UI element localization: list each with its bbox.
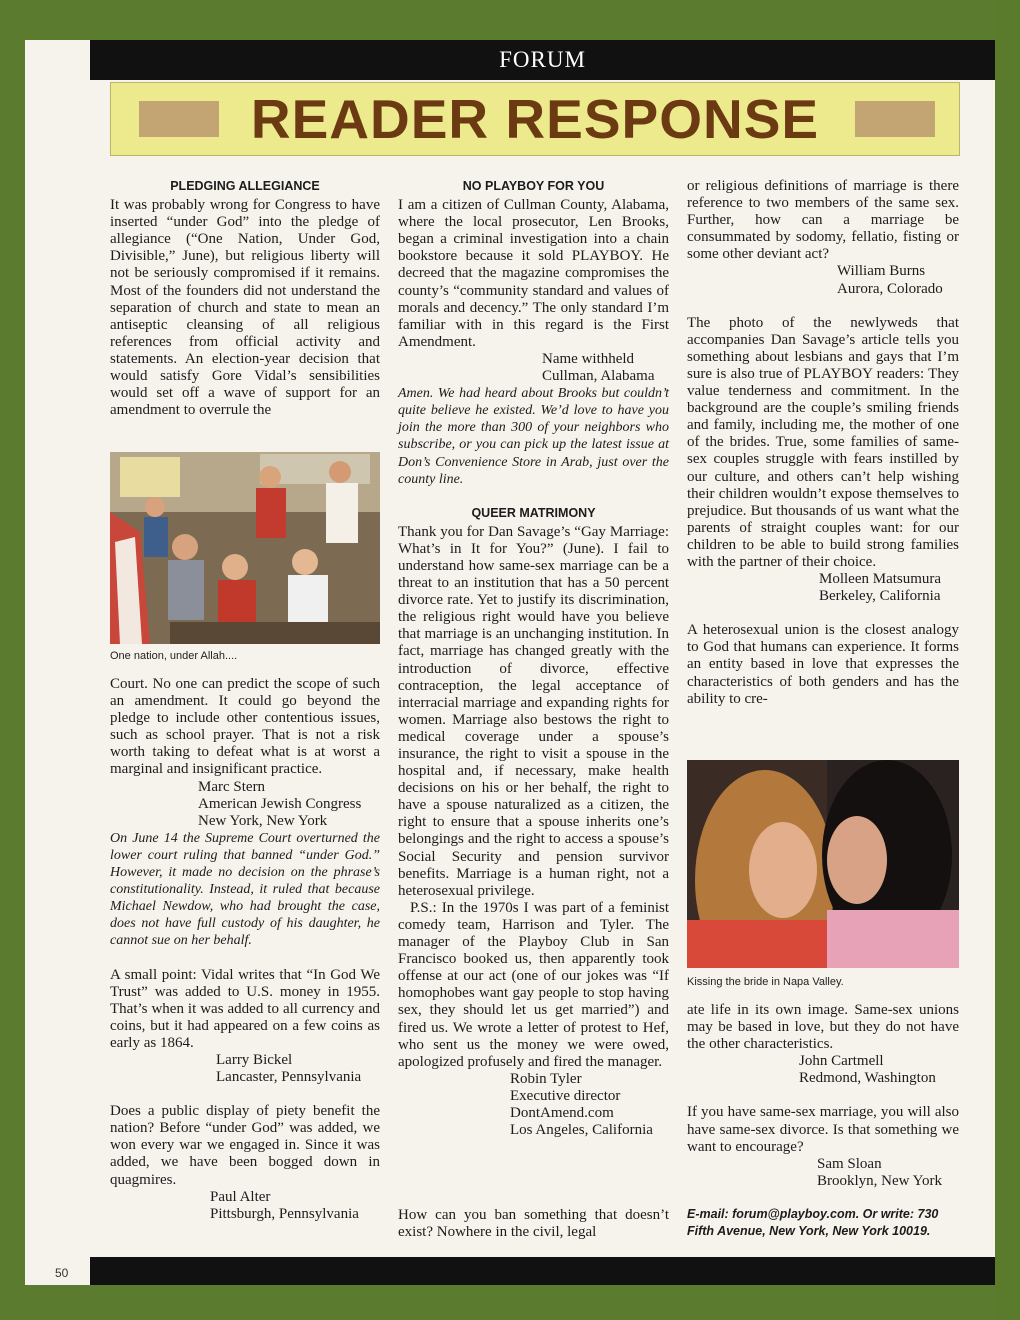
- signature: John Cartmell Redmond, Washington: [799, 1053, 936, 1087]
- letter-text: or religious definitions of marriage is there reference to two members of the same sex. Further, how can a marriage be consummated by sodomy, fellatio, fisting or some other deviant act?: [687, 178, 959, 263]
- signature: Larry Bickel Lancaster, Pennsylvania: [216, 1051, 362, 1086]
- signature: Sam Sloan Brooklyn, New York: [817, 1155, 943, 1189]
- title-banner: [110, 82, 960, 156]
- section-heading: NO PLAYBOY FOR YOU: [462, 179, 605, 193]
- section-heading: PLEDGING ALLEGIANCE: [170, 179, 320, 193]
- column-2-end: [398, 1207, 669, 1241]
- section-label: FORUM: [90, 40, 995, 80]
- editor-reply: Amen. We had heard about Brooks but couldn’t quite believe he existed. We’d love to have you join the more than 300 of your neighbors who subscribe, or you can pick up the latest issue at Don’s Convenience Store in Arab, just over the county line.: [398, 386, 669, 487]
- column-3-continued: [687, 1002, 959, 1190]
- letter-text: I am a citizen of Cullman County, Alabama, where the local prosecutor, Len Brooks, began a criminal investigation into a chain bookstore because it sold PLAYBOY. He decreed that the magazine compromises the county’s “community standard and values of morals and decency.” The only standard I’m familiar with in this regard is the First Amendment.: [398, 197, 669, 350]
- signature: William Burns Aurora, Colorado: [837, 263, 943, 297]
- letter-text: It was probably wrong for Congress to have inserted “under God” into the pledge of allegiance (“One Nation, Under God, Divisible,” June), but religious liberty will not be seriously compromised if it remains. Most of the founders did not understand the separation of church and state to mean an antiseptic cleansing of all religious references from official activity and statements. An election-year decision that would satisfy Gore Vidal’s sensibilities would set off a wave of support for an amendment to overrule the: [110, 197, 380, 419]
- signature: Paul Alter Pittsburgh, Pennsylvania: [210, 1188, 359, 1222]
- letter-text: How can you ban something that doesn’t exist? Nowhere in the civil, legal: [398, 1207, 669, 1241]
- photo-caption: Kissing the bride in Napa Valley.: [687, 976, 844, 988]
- letter-text: P.S.: In the 1970s I was part of a feminist comedy team, Harrison and Tyler. The manager of the Playboy Club in San Francisco booked us, then apparently took offense at our act (one of our jokes was “If homophobes want gay people to stop having sex, they should let us get married”) and fired us. We wrote a letter of protest to Hef, who sent us the money we were owed, apologized profusely and fired the manager.: [398, 899, 669, 1070]
- letter-text: Court. No one can predict the scope of such an amendment. It could go beyond the pledge to include other contentious issues, such as school prayer. That is not a risk worth taking to defeat what is at worst a marginal and insignificant practice.: [110, 676, 380, 778]
- column-1: [110, 178, 380, 419]
- letter-text: Thank you for Dan Savage’s “Gay Marriage: What’s in It for You?” (June). I fail to understand how same-sex marriage can be a threat to an institution that has a 50 percent divorce rate. Yet to justify its discrimination, the religious right would have you believe that marriage is an unchanging institution. In fact, marriage has changed greatly with the introduction of divorce, effective contraception, the legal acceptance of interracial marriage and expanding rights for women. Marriage also bestows the right to medical coverage under a spouse’s insurance, the right to visit a spouse in the hospital and, if necessary, make health decisions on his or her behalf, the right to have a spouse naturalized as a citizen, the right to ensure that a spouse inherits one’s belongings and the right to access a spouse’s Social Security and pension survivor benefits. Marriage is a human right, not a heterosexual privilege.: [398, 523, 669, 899]
- column-3: [687, 178, 959, 708]
- column-1-continued: [110, 676, 380, 1223]
- page-number: 50: [55, 1266, 69, 1280]
- editor-reply: On June 14 the Supreme Court overturned the lower court ruling that banned “under God.” However, it made no decision on the phrase’s constitutionality. Instead, it ruled that because Michael Newdow, who had brought the case, does not have full custody of his daughter, he cannot sue on her behalf.: [110, 830, 380, 949]
- signature: Marc Stern American Jewish Congress New York, New York: [198, 778, 362, 829]
- page-frame-right: [995, 0, 1020, 1320]
- letter-text: If you have same-sex marriage, you will also have same-sex divorce. Is that something we want to encourage?: [687, 1104, 959, 1155]
- letter-text: Does a public display of piety benefit the nation? Before “under God” was added, we won every war we engaged in. Since it was added, we have been bogged down in quagmires.: [110, 1103, 380, 1188]
- signature: Name withheld Cullman, Alabama: [542, 350, 655, 385]
- page-frame-left: [0, 0, 25, 1320]
- contact-info: E-mail: forum@playboy.com. Or write: 730 Fifth Avenue, New York, New York 10019.: [687, 1207, 939, 1238]
- photo-classroom: [110, 452, 380, 644]
- letter-text: ate life in its own image. Same-sex unions may be based in love, but they do not have the other characteristics.: [687, 1002, 959, 1053]
- photo-caption: One nation, under Allah....: [110, 650, 238, 662]
- footer-bar: [90, 1257, 995, 1285]
- signature: Molleen Matsumura Berkeley, California: [819, 571, 942, 605]
- section-heading: QUEER MATRIMONY: [471, 505, 596, 520]
- photo-couple: [687, 760, 959, 968]
- letter-text: A heterosexual union is the closest analogy to God that humans can experience. It forms an entity based in love that expresses the characteristics of both genders and has the ability to cre-: [687, 622, 959, 707]
- page-frame-bottom: [25, 1285, 995, 1320]
- signature: Robin Tyler Executive director DontAmend.com Los Angeles, California: [510, 1070, 653, 1139]
- letter-text: A small point: Vidal writes that “In God We Trust” was added to U.S. money in 1955. That’s when it was added to all currency and coins, but it had appeared on a few coins as early as 1864.: [110, 966, 380, 1051]
- column-2: [398, 178, 669, 1139]
- page-frame-top: [25, 0, 995, 40]
- letter-text: The photo of the newlyweds that accompanies Dan Savage’s article tells you something about lesbians and gays that I’m sure is also true of PLAYBOY readers: They value tenderness and commitment. In the background are the couple’s smiling friends and family, including me, the mother of one of the brides. True, some families of same-sex couples struggle with fears instilled by our culture, and others can’t help wishing their children wouldn’t expose themselves to prejudice. But thousands of us want what the parents of straight couples want: for our children to be able to build strong families with the partner of their choice.: [687, 314, 959, 570]
- page-title: READER RESPONSE: [250, 88, 820, 150]
